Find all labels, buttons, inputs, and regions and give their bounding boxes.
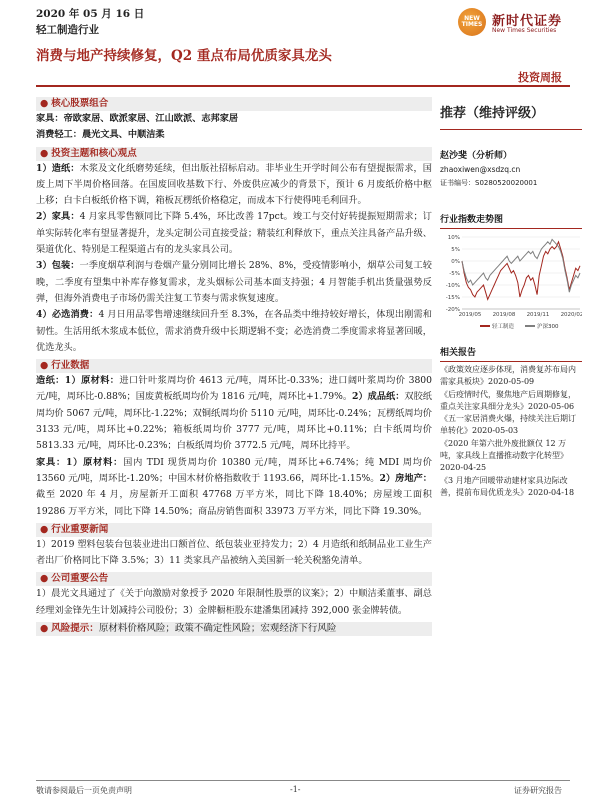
section-news bbox=[36, 523, 432, 537]
risk-text: 原材料价格风险；政策不确定性风险；宏观经济下行风险 bbox=[98, 623, 337, 635]
y-tick-label: -5% bbox=[449, 271, 460, 277]
section-thesis bbox=[36, 147, 432, 161]
bullet-icon: ● bbox=[40, 98, 49, 109]
data-furniture bbox=[36, 455, 432, 520]
label: 家具： bbox=[36, 456, 66, 468]
y-tick-label: 5% bbox=[451, 247, 460, 253]
thesis-paper bbox=[36, 161, 432, 210]
x-tick-label: 2019/05 bbox=[458, 312, 482, 318]
bullet-icon: ● bbox=[40, 573, 49, 585]
footer-disclaimer: 敬请参阅最后一页免责声明 bbox=[36, 786, 132, 795]
text: 国内 TDI 现货周均价 10380 元/吨，周环比+6.74%；纯 MDI 周均价 13560 元/吨，周环比-1.20%；中国木材价格指数收于 1193.66，周环比-1.15%。 bbox=[36, 456, 432, 484]
x-tick-label: 2019/11 bbox=[526, 312, 550, 318]
bullet-icon: ● bbox=[40, 523, 49, 535]
legend-label: 沪深300 bbox=[537, 324, 559, 330]
index-chart-svg bbox=[440, 233, 582, 333]
thesis-packaging bbox=[36, 258, 432, 307]
analyst-cert: 证书编号：S0280520020001 bbox=[440, 179, 538, 187]
sublabel: 1）原材料： bbox=[64, 375, 120, 387]
label: 3）包装： bbox=[36, 260, 80, 272]
thesis-staples bbox=[36, 307, 432, 356]
footer-rule bbox=[36, 780, 570, 781]
section-heading: 公司重要公告 bbox=[51, 573, 109, 585]
report-date: 2020 年 05 月 16 日 bbox=[36, 8, 145, 20]
main-column bbox=[36, 94, 432, 636]
related-report-item[interactable]: 《2020 年第六批外废批额仅 12 万吨，家具线上直播推动数字化转型》2020-04-25 bbox=[440, 438, 568, 473]
analyst-name: 赵沙斐（分析师） bbox=[440, 151, 513, 161]
x-tick-label: 2020/02 bbox=[560, 312, 582, 318]
index-chart bbox=[440, 233, 582, 333]
value: 晨光文具、中顺洁柔 bbox=[81, 129, 165, 141]
page-number: -1- bbox=[290, 785, 301, 794]
label: 家具： bbox=[36, 113, 64, 124]
text: 截至 2020 年 4 月，房屋新开工面积 47768 万平方米，同比下降 18.40%；房屋竣工面积 19286 万平方米，同比下降 14.50%；商品房销售面积 33973 万平方米，同比下降 19.30%。 bbox=[36, 489, 432, 517]
rating-rule bbox=[440, 129, 582, 130]
section-heading: 行业数据 bbox=[51, 360, 90, 372]
series-line-轻工制造 bbox=[462, 242, 580, 300]
related-report-item[interactable]: 《政策效应逐步体现，消费复苏布局内需家具板块》2020-05-09 bbox=[440, 365, 576, 387]
related-report-item[interactable]: 《后疫情时代，聚焦地产后周期修复，重点关注家具细分龙头》2020-05-06 bbox=[440, 389, 576, 411]
report-type: 投资周报 bbox=[518, 71, 562, 84]
label: 2）家具： bbox=[36, 211, 80, 223]
section-heading: 投资主题和核心观点 bbox=[51, 147, 137, 159]
thesis-furniture bbox=[36, 209, 432, 258]
series-line-沪深300 bbox=[462, 239, 580, 292]
section-heading: 行业重要新闻 bbox=[51, 523, 109, 535]
news-text: 1）2019 塑料包装台包装业进出口额首位、纸包装业亚持发力；2）4 月造纸和纸制品业工业生产者出厂价格同比下降 3.5%；3）11 类家具产品被纳入美国新一轮关税豁免清单。 bbox=[36, 538, 432, 567]
legend-label: 轻工制造 bbox=[492, 324, 515, 330]
text: 4 月日用品零售增速继续回升至 8.3%，在各品类中维持较好增长，体现出刚需和韧性。生活用纸木浆成本低位，需求消费升级中长期逻辑不变；必选消费二季度需求将显著回暖，优选龙头。 bbox=[36, 309, 432, 353]
section-core-pool bbox=[36, 97, 432, 111]
sublabel: 2）成品纸： bbox=[352, 391, 405, 403]
section-heading: 核心股票组合 bbox=[51, 98, 109, 109]
logo-en: New Times Securities bbox=[492, 27, 557, 34]
header-rule bbox=[36, 85, 570, 87]
y-tick-label: -20% bbox=[445, 307, 460, 313]
sublabel: 1）原材料： bbox=[65, 456, 124, 468]
related-report-item[interactable]: 《五一家居消费火爆，持续关注后期订单转化》2020-05-03 bbox=[440, 414, 576, 436]
related-list bbox=[440, 364, 582, 499]
bullet-icon: ● bbox=[40, 147, 49, 159]
y-tick-label: 10% bbox=[447, 235, 460, 241]
bullet-icon: ● bbox=[40, 623, 49, 635]
label: 4）必选消费： bbox=[36, 309, 99, 321]
footer-label: 证券研究报告 bbox=[514, 786, 562, 795]
related-report-item[interactable]: 《3 月地产回暖带动建材家具边际改善，提前布局优质龙头》2020-04-18 bbox=[440, 475, 575, 497]
bullet-icon: ● bbox=[40, 360, 49, 372]
core-pool-consumer bbox=[36, 127, 432, 143]
y-tick-label: -10% bbox=[445, 283, 460, 289]
label: 消费轻工： bbox=[36, 129, 82, 141]
text: 双胶纸周均价 5067 元/吨，周环比-1.22%；双铜纸周均价 5110 元/吨，周环比-0.24%；瓦楞纸周均价 3133 元/吨，周环比+0.22%；箱板纸周均价 3777 元/吨，周环比+0.11%；白卡纸周均价 5813.33 元/吨，周环比-0.23%；白板纸周均价 3772.5 元/吨，周环比持平。 bbox=[36, 391, 432, 452]
company-text: 1）晨光文具通过了《关于向激励对象授予 2020 年限制性股票的议案》；2）中顺洁柔董事、副总经理刘金锋先生计划减持公司股份；3）金牌橱柜股东建潘集团减持 392,000 张金牌转债。 bbox=[36, 588, 432, 616]
chart-title: 行业指数走势图 bbox=[440, 212, 582, 229]
logo-badge-text: NEW TIMES bbox=[461, 15, 483, 28]
section-company bbox=[36, 572, 432, 586]
section-heading: 风险提示： bbox=[51, 623, 99, 635]
related-title: 相关报告 bbox=[440, 345, 582, 362]
report-title: 消费与地产持续修复，Q2 重点布局优质家具龙头 bbox=[36, 48, 332, 64]
label: 1）造纸： bbox=[36, 162, 80, 174]
text: 木浆及文化纸磨势延续，但出版社招标启动。非毕业生开学时间公布有望提振需求，国废上周下半周价格回落。在国废回收基数下行、外废供应减少的背景下，预计 6 月废纸价格中枢上移；白卡白板纸价格下调，箱板瓦楞纸价格稳定，而成本下行使得吨毛利回升。 bbox=[36, 162, 432, 207]
sidebar bbox=[440, 94, 582, 499]
logo-badge-icon bbox=[458, 8, 486, 36]
label: 造纸： bbox=[36, 375, 65, 387]
y-tick-label: -15% bbox=[445, 295, 460, 301]
y-tick-label: 0% bbox=[451, 259, 460, 265]
text: 一季度烟草利润与卷烟产量分别同比增长 28%、8%，受疫情影响小，烟草公司复工较晚，二季度有望集中补库存修复需求，龙头烟标公司基本面支持强；4 月智能手机出货量强势反弹，但海外消费电子市场仍需关注复工节奏与需求恢复速度。 bbox=[36, 260, 432, 304]
value: 帝欧家居、欧派家居、江山欧派、志邦家居 bbox=[63, 113, 239, 124]
section-risk bbox=[36, 622, 432, 636]
text: 4 月家具零售额同比下降 5.4%，环比改善 17pct。竣工与交付好转提振短期需求；订单实际转化率有望显著提升，龙头定制公司直接受益；精装红利释放下，重点关注具备产品升级、渠道优化、特别是工程渠道占有的龙头家具公司。 bbox=[36, 211, 432, 256]
data-paper bbox=[36, 373, 432, 454]
analyst-email[interactable]: zhaoxiwen@xsdzq.cn bbox=[440, 165, 521, 174]
text: 进口针叶浆周均价 4613 元/吨，周环比-0.33%；进口阔叶浆周均价 3800 元/吨，周环比-0.88%；国废黄板纸周均价为 1816 元/吨，周环比+1.79%。 bbox=[36, 375, 432, 403]
core-pool-furniture bbox=[36, 111, 432, 127]
sublabel: 2）房地产： bbox=[379, 472, 432, 484]
x-tick-label: 2019/08 bbox=[492, 312, 516, 318]
section-data bbox=[36, 359, 432, 373]
industry-label: 轻工制造行业 bbox=[36, 24, 99, 36]
rating: 推荐（维持评级） bbox=[440, 106, 545, 121]
logo-cn: 新时代证券 bbox=[492, 14, 563, 29]
logo bbox=[458, 8, 588, 40]
